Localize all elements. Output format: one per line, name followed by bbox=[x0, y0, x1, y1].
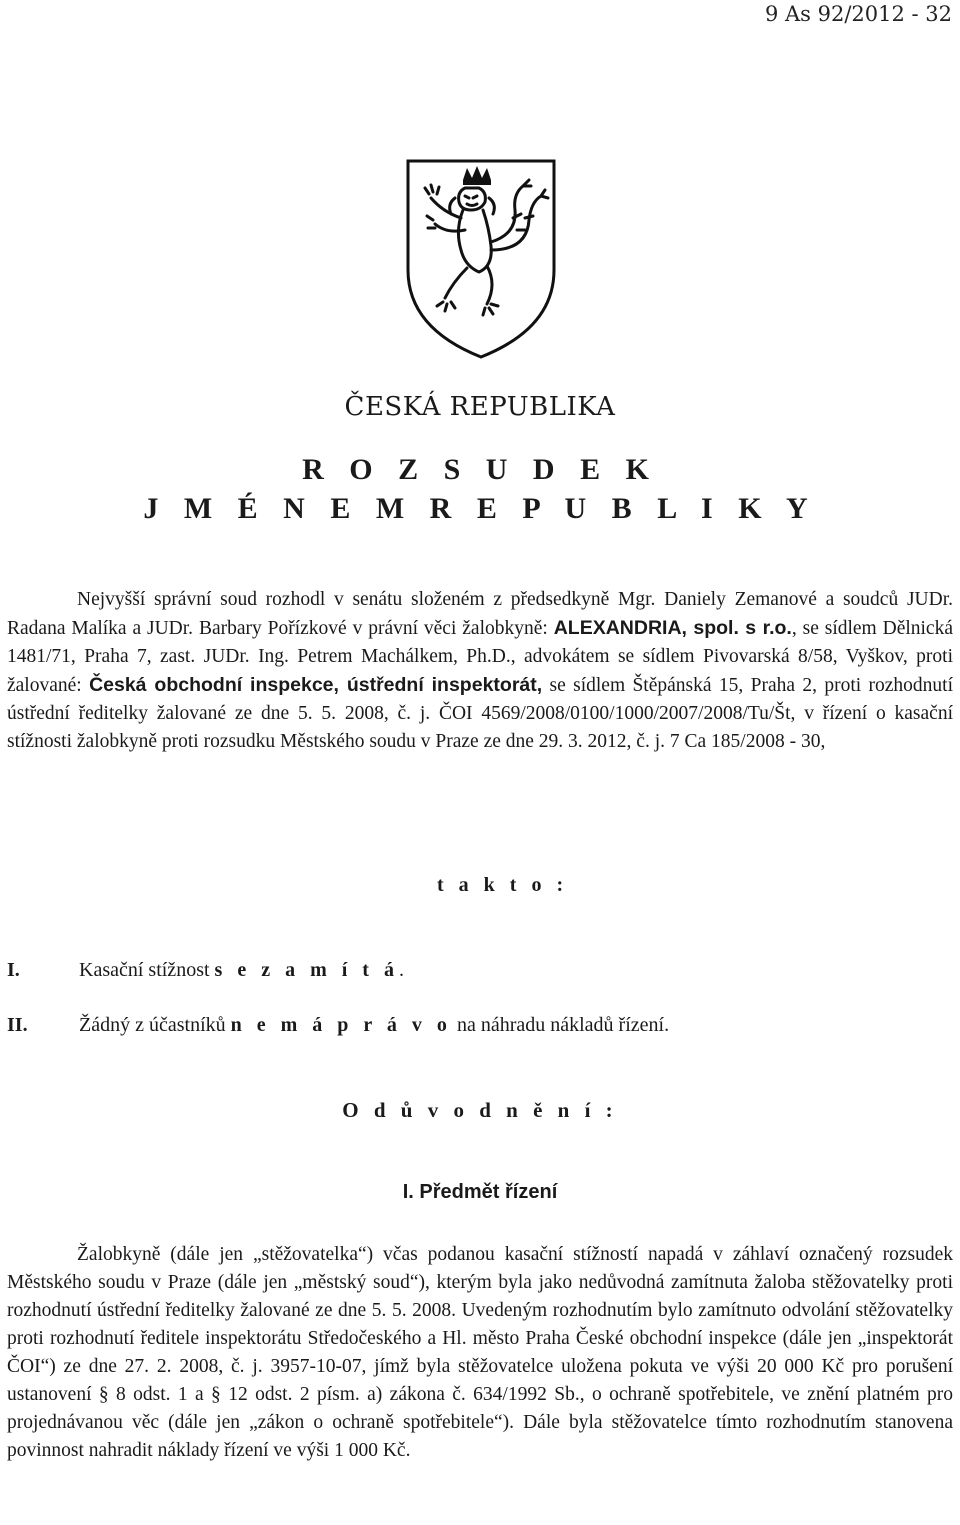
ruling-item-emphasis: n e m á p r á v o bbox=[230, 1014, 452, 1036]
ruling-item-text bbox=[79, 1011, 669, 1039]
state-name: ČESKÁ REPUBLIKA bbox=[344, 392, 616, 422]
ruling-item-pre: Kasační stížnost bbox=[79, 959, 215, 981]
case-number: 9 As 92/2012 - 32 bbox=[764, 2, 952, 26]
intro-paragraph bbox=[7, 586, 953, 756]
ruling-item-text bbox=[79, 956, 404, 984]
intro-text-1: Nejvyšší správní soud rozhodl v senátu složeném z předsedkyně Mgr. Daniely Zemanové a soudců JUDr. Radana Malíka a JUDr. Barbary Pořízkové v právní věci žalobkyně: bbox=[7, 589, 953, 639]
ruling-item-emphasis: s e z a m í t á bbox=[214, 959, 399, 981]
reasoning-heading: O d ů v o d n ě n í : bbox=[342, 1098, 618, 1122]
ruling-item-post: na náhradu nákladů řízení. bbox=[451, 1014, 670, 1036]
ruling-item-post: . bbox=[398, 959, 404, 981]
in-name-of-republic: J M É N E M R E P U B L I K Y bbox=[143, 492, 817, 525]
reasoning-body: Žalobkyně (dále jen „stěžovatelka“) včas podanou kasační stížností napadá v záhlaví označený rozsudek Městského soudu v Praze (dále jen „městský soud“), kterým byla jako nedůvodná zamítnuta žaloba stěžovatelky proti rozhodnutí ústřední ředitelky žalované ze dne 5. 5. 2008. Uvedeným rozhodnutím bylo zamítnuto odvolání stěžovatelky proti rozhodnutí ředitele inspektorátu Středočeského a Hl. město Praha České obchodní inspekce (dále jen „inspektorát ČOI“) ze dne 27. 2. 2008, č. j. 3957-10-07, jímž byla stěžovatelce uložena pokuta ve výši 20 000 Kč pro porušení ustanovení § 8 odst. 1 a § 12 odst. 2 písm. a) zákona č. 634/1992 Sb., o ochraně spotřebitele, ve znění platném pro projednávanou věc (dále jen „zákon o ochraně spotřebitele“). Dále byla stěžovatelce tímto rozhodnutím stanovena povinnost nahradit náklady řízení ve výši 1 000 Kč. bbox=[7, 1244, 953, 1461]
verdict-title: R O Z S U D E K bbox=[302, 453, 658, 486]
section-title: Předmět řízení bbox=[419, 1181, 558, 1203]
reasoning-paragraph bbox=[7, 1241, 953, 1465]
section-heading bbox=[0, 1181, 960, 1204]
ruling-item-number: I. bbox=[7, 959, 20, 981]
section-number: I. bbox=[402, 1181, 420, 1203]
ruling-item-number: II. bbox=[7, 1014, 28, 1036]
plaintiff-name: ALEXANDRIA, spol. s r.o. bbox=[553, 617, 792, 639]
czech-coat-of-arms-icon bbox=[405, 158, 557, 360]
intro-text-2: , se sídlem Dělnická 1481/71, Praha 7, zast. JUDr. Ing. Petrem Machálkem, Ph.D., advokátem se sídlem Pivovarská 8/58, Vyškov, proti žalované: bbox=[7, 618, 953, 696]
takto-heading: t a k t o : bbox=[437, 874, 569, 896]
intro-text-3: se sídlem Štěpánská 15, Praha 2, proti rozhodnutí ústřední ředitelky žalované ze dne 5. 5. 2008, č. j. ČOI 4569/2008/0100/1000/2007/2008/Tu/Št, v řízení o kasační stížnosti žalobkyně proti rozsudku Městského soudu v Praze ze dne 29. 3. 2012, č. j. 7 Ca 185/2008 - 30, bbox=[7, 675, 953, 752]
ruling-item-pre: Žádný z účastníků bbox=[79, 1014, 231, 1036]
defendant-name: Česká obchodní inspekce, ústřední inspektorát, bbox=[89, 674, 543, 696]
